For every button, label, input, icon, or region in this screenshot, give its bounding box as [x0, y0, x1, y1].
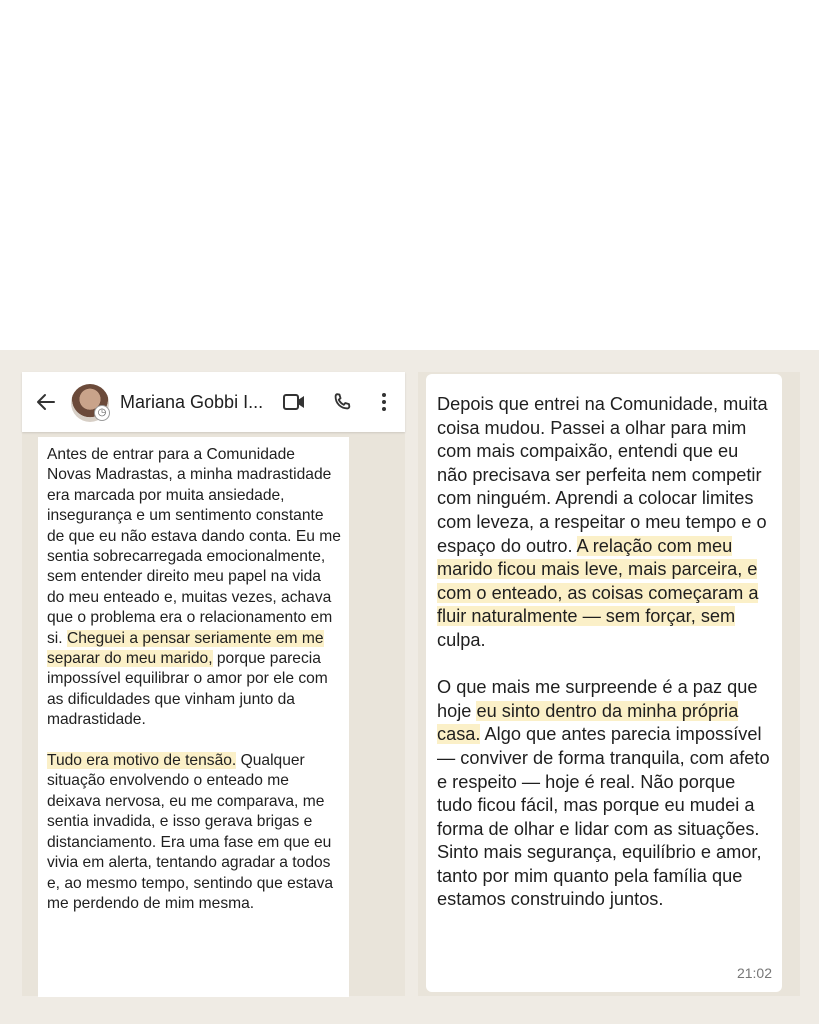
- message-paragraph: Tudo era motivo de tensão. Qualquer situação envolvendo o enteado me deixava nervosa, eu me comparava, me sentia invadida, e isso gerava brigas e distanciamento. Era uma fase em que eu vivia em alerta, tentando agradar a todos e, ao mesmo tempo, sentindo que estava me perdendo de mim mesma.: [47, 752, 334, 912]
- message-paragraph: Depois que entrei na Comunidade, muita coisa mudou. Passei a olhar para mim com mais compaixão, entendi que eu não precisava ser perfeita nem competir com ninguém. Aprendi a colocar limites com leveza, a respeitar o meu tempo e o espaço do outro. A relação com meu marido ficou mais leve, mais parceira, e com o enteado, as coisas começaram a fluir naturalmente — sem forçar, sem culpa.: [437, 394, 768, 650]
- clock-icon: ◷: [94, 405, 110, 421]
- highlighted-text: Tudo era motivo de tensão.: [47, 752, 237, 770]
- phone-icon[interactable]: [331, 391, 353, 413]
- highlighted-text: eu sinto dentro da minha própria casa.: [437, 700, 739, 745]
- message-timestamp: 21:02: [736, 965, 772, 982]
- message-paragraph: O que mais me surpreende é a paz que hoje eu sinto dentro da minha própria casa. Algo que antes parecia impossível — conviver de forma tranquila, com afeto e respeito — hoje é real. Não porque tudo ficou fácil, mas porque eu mudei a forma de olhar e lidar com as situações. Sinto mais segurança, equilíbrio e amor, tanto por mim quanto pela família que estamos construindo juntos.: [437, 677, 770, 910]
- highlighted-text: A relação com meu marido ficou mais leve, mais parceira, e com o enteado, as coisas começaram a fluir naturalmente — sem forçar, sem: [437, 535, 759, 627]
- chat-header: [22, 372, 405, 432]
- more-vertical-icon[interactable]: [374, 390, 394, 414]
- video-camera-icon[interactable]: [282, 392, 306, 412]
- message-bubble-right: [426, 374, 782, 992]
- arrow-left-icon[interactable]: [34, 390, 58, 414]
- message-bubble-left: [38, 437, 349, 997]
- message-paragraph: Antes de entrar para a Comunidade Novas Madrastas, a minha madrastidade era marcada por muita ansiedade, insegurança e um sentimento constante de que eu não estava dando conta. Eu me sentia sobrecarregada emocionalmente, sem entender direito meu papel na vida do meu enteado e, muitas vezes, achava que o problema era o relacionamento em si. Cheguei a pensar seriamente em me separar do meu marido, porque parecia impossível equilibrar o amor por ele com as dificuldades que vinham junto da madrastidade.: [47, 446, 341, 729]
- contact-name[interactable]: Mariana Gobbi I...: [120, 392, 264, 412]
- highlighted-text: Cheguei a pensar seriamente em me separar do meu marido,: [47, 629, 324, 668]
